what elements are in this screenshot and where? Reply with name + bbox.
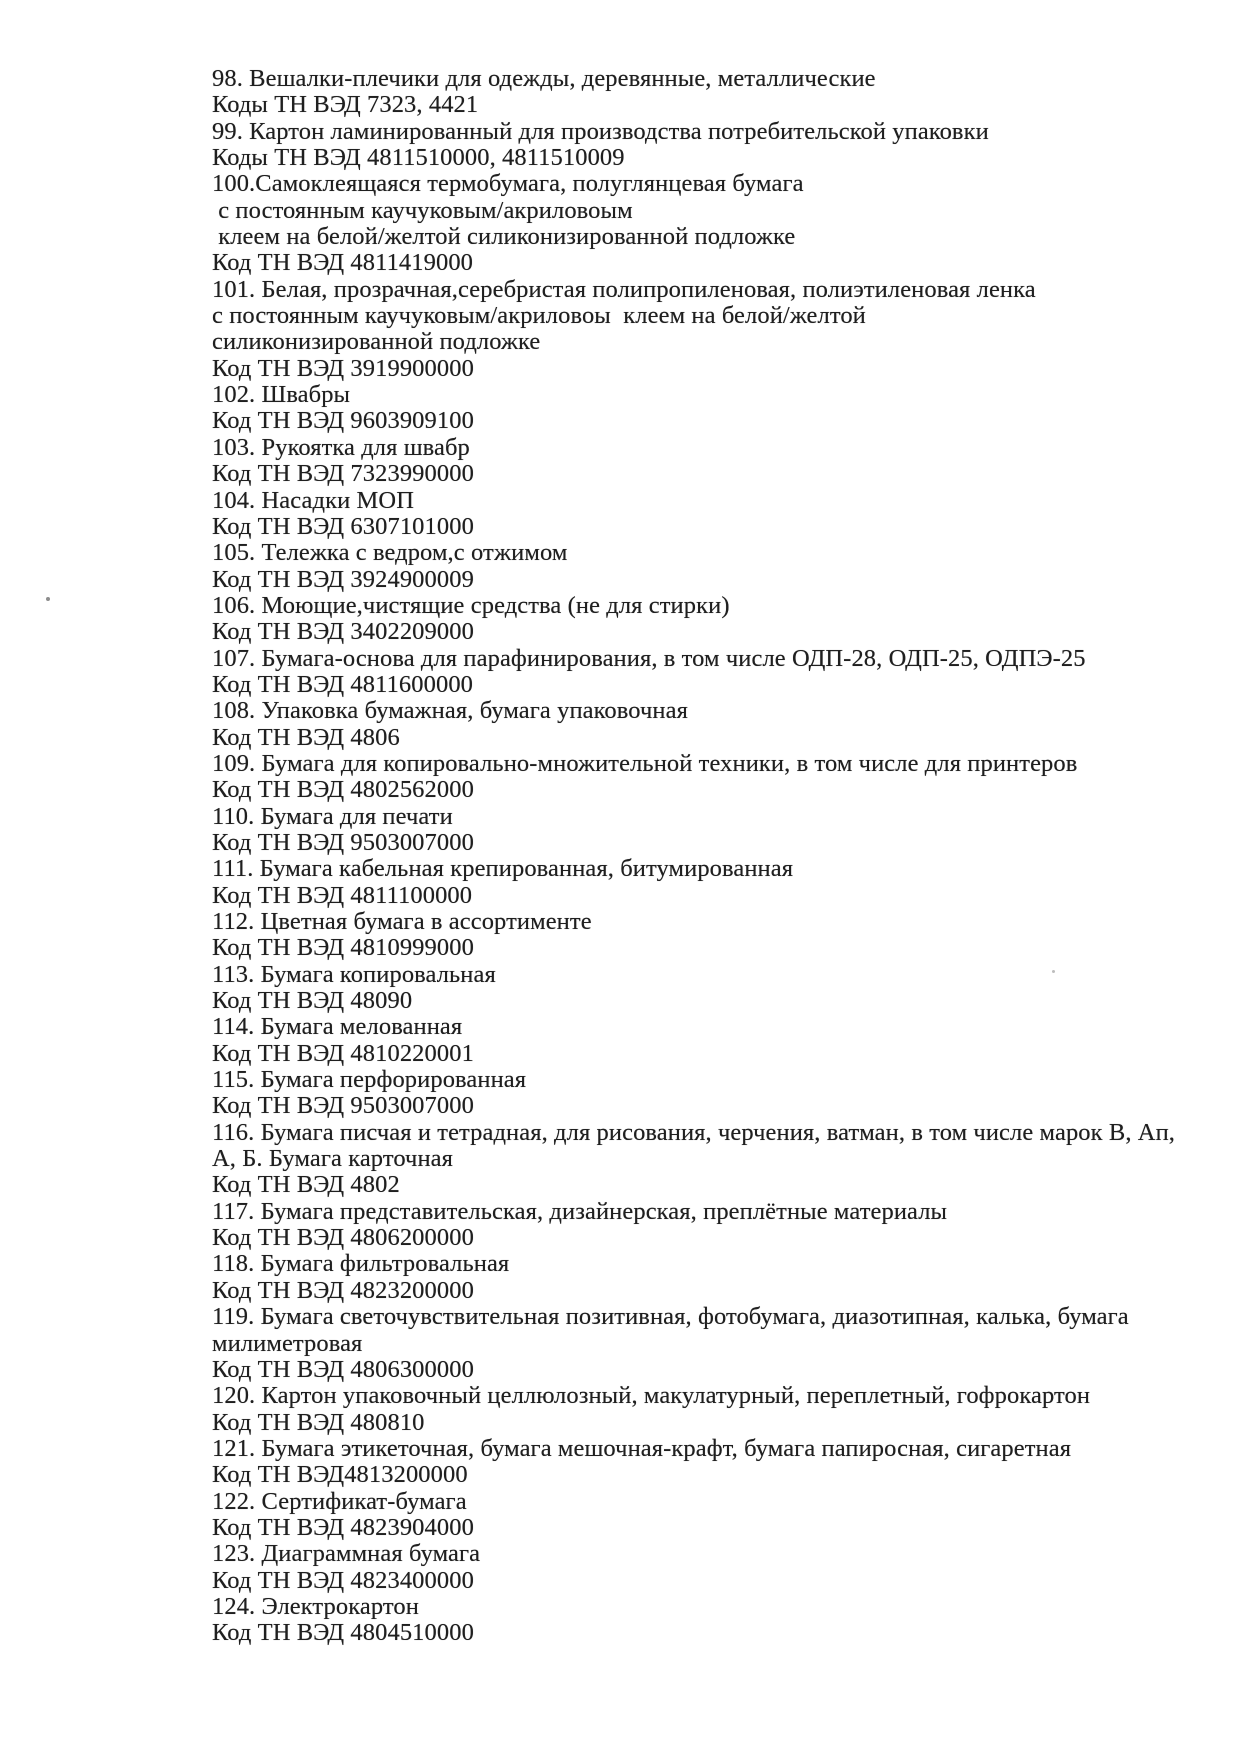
document-line: Код ТН ВЭД 4810220001 xyxy=(212,1039,474,1067)
document-text-block xyxy=(212,66,1202,1647)
document-line: 105. Тележка с ведром,с отжимом xyxy=(212,539,568,567)
document-line: Коды ТН ВЭД 4811510000, 4811510009 xyxy=(212,144,625,172)
document-line: Код ТН ВЭД 9503007000 xyxy=(212,828,474,856)
document-line: 104. Насадки МОП xyxy=(212,486,414,514)
document-line: 102. Швабры xyxy=(212,381,351,409)
document-line: Код ТН ВЭД 4823200000 xyxy=(212,1276,474,1304)
document-line: Код ТН ВЭД 4806 xyxy=(212,723,400,751)
document-line: милиметровая xyxy=(212,1329,363,1357)
document-line: 106. Моющие,чистящие средства (не для стирки) xyxy=(212,591,730,619)
document-line: 112. Цветная бумага в ассортименте xyxy=(212,908,592,935)
document-line: 113. Бумага копировальная xyxy=(212,960,496,988)
document-line: 98. Вешалки-плечики для одежды, деревянные, металлические xyxy=(212,65,876,92)
document-line: Код ТН ВЭД 4810999000 xyxy=(212,934,474,962)
document-line: Код ТН ВЭД 9603909100 xyxy=(212,407,474,435)
document-line: 121. Бумага этикеточная, бумага мешочная-крафт, бумага папиросная, сигаретная xyxy=(212,1434,1072,1462)
document-line: Код ТН ВЭД 48090 xyxy=(212,987,413,1015)
document-line: Код ТН ВЭД 480810 xyxy=(212,1408,425,1436)
document-line: 103. Рукоятка для швабр xyxy=(212,433,470,461)
document-line: А, Б. Бумага карточная xyxy=(212,1145,454,1173)
document-line: 111. Бумага кабельная крепированная, битумированная xyxy=(212,855,794,883)
document-line: Код ТН ВЭД 4811100000 xyxy=(212,881,473,909)
document-line: Код ТН ВЭД 3919900000 xyxy=(212,354,474,382)
document-line: 119. Бумага светочувствительная позитивная, фотобумага, диазотипная, калька, бумага xyxy=(212,1303,1129,1331)
document-line: 99. Картон ламинированный для производства потребительской упаковки xyxy=(212,117,989,145)
document-line: Код ТН ВЭД 4802 xyxy=(212,1171,400,1199)
document-line: 108. Упаковка бумажная, бумага упаковочная xyxy=(212,697,688,725)
document-line: 114. Бумага мелованная xyxy=(212,1013,463,1041)
document-line: 109. Бумага для копировально-множительной техники, в том числе для принтеров xyxy=(212,749,1078,777)
document-line: 118. Бумага фильтровальная xyxy=(212,1250,510,1278)
document-line: Код ТН ВЭД 4823400000 xyxy=(212,1566,474,1594)
document-line: клеем на белой/желтой силиконизированной подложке xyxy=(212,223,796,251)
document-line: 123. Диаграммная бумага xyxy=(212,1540,481,1568)
scan-speck-left xyxy=(46,597,50,601)
document-line: Код ТН ВЭД 4823904000 xyxy=(212,1513,474,1541)
document-line: Код ТН ВЭД 4806300000 xyxy=(212,1355,474,1383)
document-line: Код ТН ВЭД 4806200000 xyxy=(212,1224,474,1252)
document-line: Код ТН ВЭД 6307101000 xyxy=(212,512,474,540)
document-line: Код ТН ВЭД 3924900009 xyxy=(212,565,474,593)
document-line: 100.Самоклеящаяся термобумага, полуглянцевая бумага xyxy=(212,170,804,198)
document-line: Коды ТН ВЭД 7323, 4421 xyxy=(212,91,479,119)
document-line: Код ТН ВЭД 4802562000 xyxy=(212,776,474,804)
document-line: Код ТН ВЭД 4804510000 xyxy=(212,1619,474,1647)
document-line: Код ТН ВЭД 3402209000 xyxy=(212,618,474,646)
document-line: 117. Бумага представительская, дизайнерская, преплётные материалы xyxy=(212,1197,948,1225)
document-line: 110. Бумага для печати xyxy=(212,802,453,830)
document-line: с постоянным каучуковым/акриловоым xyxy=(212,196,633,224)
document-line: 101. Белая, прозрачная,серебристая полипропиленовая, полиэтиленовая ленка xyxy=(212,275,1036,303)
document-line: 122. Сертификат-бумага xyxy=(212,1487,467,1515)
document-line: 124. Электрокартон xyxy=(212,1592,419,1620)
document-line: Код ТН ВЭД 7323990000 xyxy=(212,460,474,488)
document-line: 115. Бумага перфорированная xyxy=(212,1066,527,1094)
document-line: с постоянным каучуковым/акриловоы клеем на белой/желтой xyxy=(212,302,866,330)
document-line: 107. Бумага-основа для парафинирования, в том числе ОДП-28, ОДП-25, ОДПЭ-25 xyxy=(212,644,1086,672)
document-line: Код ТН ВЭД 9503007000 xyxy=(212,1092,474,1120)
document-line: Код ТН ВЭД4813200000 xyxy=(212,1461,468,1489)
document-line: 116. Бумага писчая и тетрадная, для рисования, черчения, ватман, в том числе марок В, Ап, xyxy=(212,1118,1175,1146)
document-line: Код ТН ВЭД 4811419000 xyxy=(212,249,474,277)
document-line: Код ТН ВЭД 4811600000 xyxy=(212,670,474,698)
document-line: силиконизированной подложке xyxy=(212,328,541,356)
document-line: 120. Картон упаковочный целлюлозный, макулатурный, переплетный, гофрокартон xyxy=(212,1382,1091,1410)
